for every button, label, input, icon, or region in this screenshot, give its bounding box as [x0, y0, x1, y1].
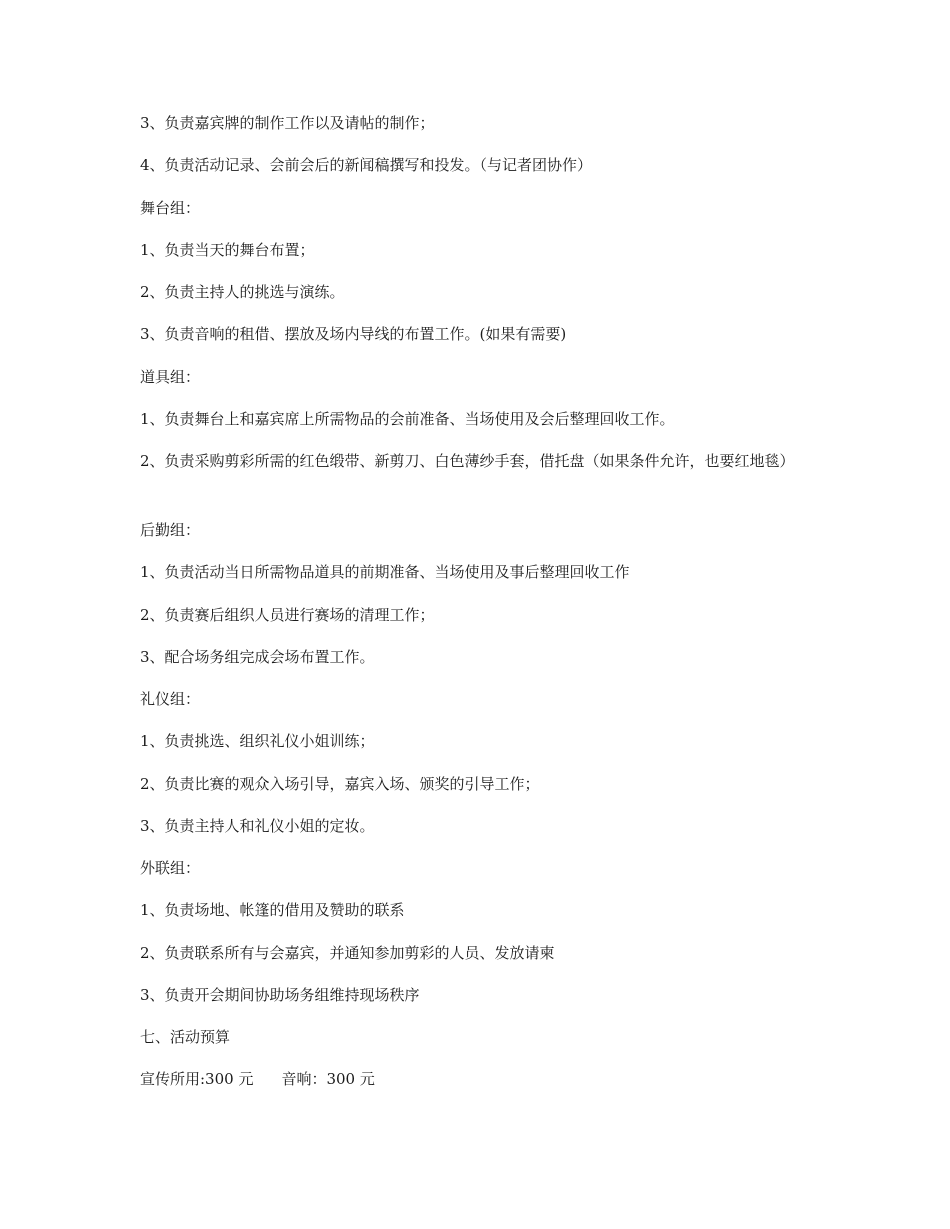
paragraph: 3、负责开会期间协助场务组维持现场秩序	[140, 986, 420, 1004]
paragraph: 1、负责当天的舞台布置；	[140, 241, 315, 259]
section-heading: 道具组：	[140, 368, 201, 386]
paragraph: 3、负责嘉宾牌的制作工作以及请帖的制作；	[140, 114, 435, 132]
budget-line	[140, 1066, 810, 1093]
paragraph: 2、负责采购剪彩所需的红色缎带、新剪刀、白色薄纱手套，借托盘（如果条件允许，也要红地毯）	[140, 452, 795, 470]
section-heading: 舞台组：	[140, 199, 201, 217]
paragraph: 2、负责比赛的观众入场引导，嘉宾入场、颁奖的引导工作；	[140, 775, 540, 793]
paragraph: 3、负责主持人和礼仪小姐的定妆。	[140, 817, 375, 835]
budget-publicity: 宣传所用:300 元	[140, 1070, 254, 1088]
paragraph: 3、配合场务组完成会场布置工作。	[140, 648, 375, 666]
paragraph: 3、负责音响的租借、摆放及场内导线的布置工作。(如果有需要)	[140, 325, 567, 343]
paragraph: 4、负责活动记录、会前会后的新闻稿撰写和投发。（与记者团协作）	[140, 156, 593, 174]
section-heading: 礼仪组：	[140, 690, 201, 708]
section-heading: 后勤组：	[140, 521, 201, 539]
paragraph: 1、负责挑选、组织礼仪小姐训练；	[140, 732, 375, 750]
budget-audio: 音响：300 元	[281, 1070, 375, 1088]
paragraph: 2、负责联系所有与会嘉宾，并通知参加剪彩的人员、发放请柬	[140, 944, 555, 962]
paragraph: 2、负责主持人的挑选与演练。	[140, 283, 345, 301]
paragraph: 1、负责舞台上和嘉宾席上所需物品的会前准备、当场使用及会后整理回收工作。	[140, 410, 675, 428]
section-heading: 七、活动预算	[140, 1028, 231, 1046]
section-heading: 外联组：	[140, 859, 201, 877]
paragraph: 1、负责活动当日所需物品道具的前期准备、当场使用及事后整理回收工作	[140, 563, 630, 581]
paragraph: 2、负责赛后组织人员进行赛场的清理工作；	[140, 606, 435, 624]
paragraph: 1、负责场地、帐篷的借用及赞助的联系	[140, 901, 405, 919]
